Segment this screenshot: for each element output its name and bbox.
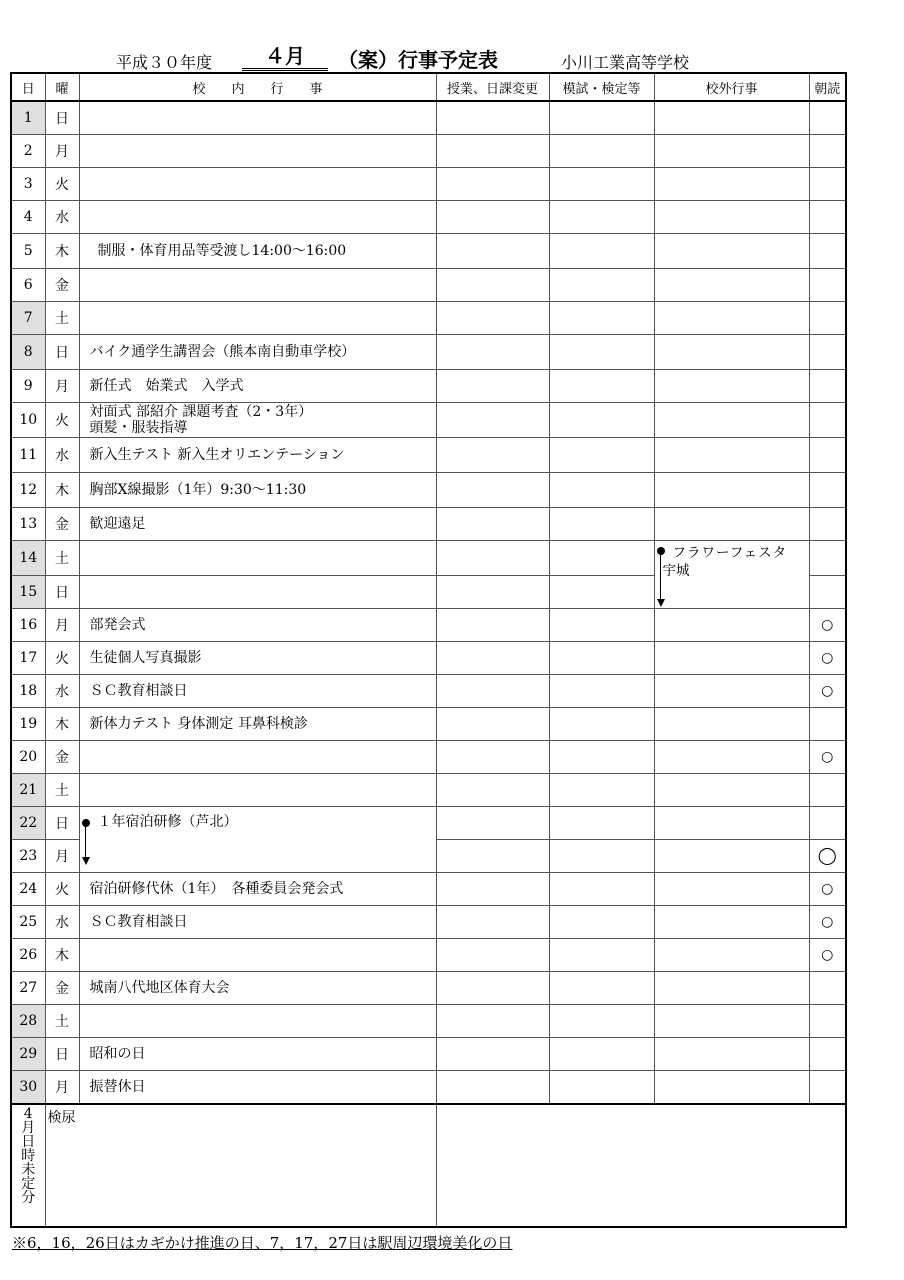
day-of-week: 木: [45, 939, 79, 972]
day-of-week: 月: [45, 370, 79, 403]
table-row: [11, 609, 846, 642]
day-of-week: 木: [45, 234, 79, 269]
external-cell: [654, 939, 809, 972]
day-number: 10: [11, 403, 45, 438]
external-cell: [654, 335, 809, 370]
day-number: 26: [11, 939, 45, 972]
external-cell: [654, 1038, 809, 1071]
reading-mark: [809, 234, 846, 269]
reading-mark: [809, 201, 846, 234]
day-of-week: 水: [45, 201, 79, 234]
exam-cell: [549, 708, 654, 741]
table-row: [11, 403, 846, 438]
external-cell: [654, 403, 809, 438]
class-change-cell: [436, 135, 549, 168]
reading-mark: [809, 774, 846, 807]
exam-cell: [549, 873, 654, 906]
day-number: 14: [11, 541, 45, 576]
school-event: 生徒個人写真撮影: [79, 642, 436, 675]
header-exams: 模試・検定等: [549, 73, 654, 101]
class-change-cell: [436, 1071, 549, 1105]
label-char: 日: [21, 1134, 36, 1150]
external-cell: [654, 906, 809, 939]
table-row: [11, 741, 846, 774]
day-number: 6: [11, 269, 45, 302]
reading-mark: [809, 1071, 846, 1105]
school-event: １年宿泊研修（芦北）: [97, 814, 238, 830]
exam-cell: [549, 302, 654, 335]
day-of-week: 月: [45, 1071, 79, 1105]
reading-mark: [809, 807, 846, 840]
schedule-table: [10, 72, 847, 1228]
header-events: 校 内 行 事: [79, 73, 436, 101]
table-row: [11, 370, 846, 403]
day-number: 30: [11, 1071, 45, 1105]
label-char: 時: [21, 1148, 36, 1164]
day-number: 28: [11, 1005, 45, 1038]
table-row: [11, 1071, 846, 1105]
class-change-cell: [436, 201, 549, 234]
exam-cell: [549, 370, 654, 403]
school-event: 制服・体育用品等受渡し14:00～16:00: [79, 234, 436, 269]
exam-cell: [549, 234, 654, 269]
school-event: 新任式 始業式 入学式: [79, 370, 436, 403]
exam-cell: [549, 101, 654, 135]
external-cell: [654, 370, 809, 403]
reading-mark: [809, 972, 846, 1005]
exam-cell: [549, 541, 654, 576]
school-event: [79, 269, 436, 302]
class-change-cell: [436, 1038, 549, 1071]
header-day: 日: [11, 73, 45, 101]
class-change-cell: [436, 168, 549, 201]
reading-mark: [809, 168, 846, 201]
reading-mark: ◯: [809, 840, 846, 873]
class-change-cell: [436, 741, 549, 774]
school-event: [79, 1005, 436, 1038]
day-of-week: 金: [45, 972, 79, 1005]
school-event-line1: 対面式 部紹介 課題考査（2・3年）: [89, 404, 313, 420]
reading-mark: [809, 473, 846, 508]
external-cell: [654, 642, 809, 675]
external-cell: [654, 438, 809, 473]
label-char: 分: [21, 1190, 36, 1206]
day-number: 12: [11, 473, 45, 508]
school-event: 城南八代地区体育大会: [79, 972, 436, 1005]
table-header-row: [11, 73, 846, 101]
external-cell: [654, 972, 809, 1005]
school-event: 昭和の日: [79, 1038, 436, 1071]
day-number: 3: [11, 168, 45, 201]
class-change-cell: [436, 576, 549, 609]
arrow-down-icon: [657, 599, 665, 607]
exam-cell: [549, 335, 654, 370]
school-event-span: [79, 807, 436, 873]
day-of-week: 日: [45, 1038, 79, 1071]
exam-cell: [549, 939, 654, 972]
day-number: 11: [11, 438, 45, 473]
exam-cell: [549, 508, 654, 541]
undecided-notes: [436, 1104, 846, 1227]
undecided-events: 検尿: [45, 1104, 436, 1227]
table-row: [11, 335, 846, 370]
document-header: [0, 46, 904, 72]
day-of-week: 土: [45, 302, 79, 335]
reading-mark: [809, 135, 846, 168]
table-row: [11, 201, 846, 234]
day-number: 22: [11, 807, 45, 840]
day-of-week: 土: [45, 774, 79, 807]
school-event: 振替休日: [79, 1071, 436, 1105]
arrow-down-icon: [82, 857, 90, 865]
day-of-week: 木: [45, 708, 79, 741]
school-event: [79, 135, 436, 168]
class-change-cell: [436, 269, 549, 302]
exam-cell: [549, 1005, 654, 1038]
table-row: [11, 168, 846, 201]
day-of-week: 火: [45, 168, 79, 201]
external-cell: [654, 1005, 809, 1038]
day-number: 1: [11, 101, 45, 135]
class-change-cell: [436, 840, 549, 873]
day-number: 21: [11, 774, 45, 807]
exam-cell: [549, 201, 654, 234]
reading-mark: ○: [809, 939, 846, 972]
external-event-cell: [654, 541, 809, 609]
label-char: 未: [21, 1162, 36, 1178]
day-of-week: 月: [45, 135, 79, 168]
external-cell: [654, 741, 809, 774]
class-change-cell: [436, 541, 549, 576]
exam-cell: [549, 840, 654, 873]
exam-cell: [549, 576, 654, 609]
exam-cell: [549, 609, 654, 642]
day-number: 29: [11, 1038, 45, 1071]
table-row: [11, 972, 846, 1005]
class-change-cell: [436, 473, 549, 508]
external-cell: [654, 609, 809, 642]
external-cell: [654, 269, 809, 302]
table-row: [11, 873, 846, 906]
class-change-cell: [436, 708, 549, 741]
class-change-cell: [436, 642, 549, 675]
class-change-cell: [436, 234, 549, 269]
label-char: 定: [21, 1176, 36, 1192]
exam-cell: [549, 1071, 654, 1105]
external-cell: [654, 135, 809, 168]
class-change-cell: [436, 906, 549, 939]
class-change-cell: [436, 873, 549, 906]
exam-cell: [549, 675, 654, 708]
exam-cell: [549, 168, 654, 201]
day-of-week: 金: [45, 269, 79, 302]
table-row: [11, 541, 846, 576]
external-cell: [654, 1071, 809, 1105]
school-event: バイク通学生講習会（熊本南自動車学校）: [79, 335, 436, 370]
exam-cell: [549, 807, 654, 840]
table-row: [11, 708, 846, 741]
class-change-cell: [436, 403, 549, 438]
class-change-cell: [436, 101, 549, 135]
exam-cell: [549, 473, 654, 508]
table-row: [11, 101, 846, 135]
event-span-line: [660, 551, 661, 599]
reading-mark: ○: [809, 642, 846, 675]
table-row: [11, 1005, 846, 1038]
table-row: [11, 675, 846, 708]
class-change-cell: [436, 438, 549, 473]
label-char: 月: [21, 1120, 36, 1136]
day-number: 17: [11, 642, 45, 675]
day-number: 23: [11, 840, 45, 873]
day-of-week: 火: [45, 403, 79, 438]
external-cell: [654, 302, 809, 335]
table-row: [11, 269, 846, 302]
table-row: [11, 1038, 846, 1071]
school-event: 新体力テスト 身体測定 耳鼻科検診: [79, 708, 436, 741]
reading-mark: [809, 302, 846, 335]
table-row: [11, 807, 846, 840]
class-change-cell: [436, 774, 549, 807]
exam-cell: [549, 741, 654, 774]
reading-mark: [809, 269, 846, 302]
reading-mark: [809, 101, 846, 135]
school-event: 宿泊研修代休（1年） 各種委員会発会式: [79, 873, 436, 906]
document-title: （案）行事予定表: [338, 48, 498, 72]
external-cell: [654, 774, 809, 807]
month-label: ４月: [242, 44, 328, 71]
day-number: 7: [11, 302, 45, 335]
school-event: [79, 741, 436, 774]
label-char: 4: [23, 1106, 33, 1122]
class-change-cell: [436, 675, 549, 708]
exam-cell: [549, 642, 654, 675]
exam-cell: [549, 135, 654, 168]
header-external: 校外行事: [654, 73, 809, 101]
external-cell: [654, 708, 809, 741]
class-change-cell: [436, 302, 549, 335]
reading-mark: [809, 403, 846, 438]
day-number: 19: [11, 708, 45, 741]
day-number: 2: [11, 135, 45, 168]
school-name: 小川工業高等学校: [561, 53, 690, 72]
day-of-week: 土: [45, 541, 79, 576]
table-row: [11, 642, 846, 675]
exam-cell: [549, 906, 654, 939]
reading-mark: [809, 438, 846, 473]
school-event: [79, 302, 436, 335]
day-of-week: 日: [45, 335, 79, 370]
class-change-cell: [436, 609, 549, 642]
external-cell: [654, 675, 809, 708]
day-number: 15: [11, 576, 45, 609]
reading-mark: [809, 508, 846, 541]
day-number: 13: [11, 508, 45, 541]
school-event: [79, 774, 436, 807]
table-row: [11, 939, 846, 972]
external-event-line1: フラワーフェスタ: [672, 545, 788, 561]
school-event-line2: 頭髪・服装指導: [89, 420, 188, 436]
exam-cell: [549, 774, 654, 807]
day-number: 9: [11, 370, 45, 403]
school-event: 新入生テスト 新入生オリエンテーション: [79, 438, 436, 473]
day-of-week: 日: [45, 576, 79, 609]
header-dow: 曜: [45, 73, 79, 101]
class-change-cell: [436, 972, 549, 1005]
reading-mark: ○: [809, 741, 846, 774]
header-class-changes: 授業、日課変更: [436, 73, 549, 101]
day-of-week: 水: [45, 438, 79, 473]
day-number: 18: [11, 675, 45, 708]
day-number: 24: [11, 873, 45, 906]
day-of-week: 火: [45, 642, 79, 675]
day-number: 20: [11, 741, 45, 774]
external-cell: [654, 508, 809, 541]
event-start-dot-icon: [82, 819, 90, 827]
day-number: 27: [11, 972, 45, 1005]
reading-mark: [809, 370, 846, 403]
school-event: 歓迎遠足: [79, 508, 436, 541]
day-of-week: 日: [45, 101, 79, 135]
school-event: [79, 403, 436, 438]
exam-cell: [549, 1038, 654, 1071]
table-row: [11, 438, 846, 473]
class-change-cell: [436, 508, 549, 541]
reading-mark: [809, 1005, 846, 1038]
table-row: [11, 302, 846, 335]
exam-cell: [549, 269, 654, 302]
table-row: [11, 473, 846, 508]
day-of-week: 月: [45, 840, 79, 873]
external-cell: [654, 101, 809, 135]
class-change-cell: [436, 1005, 549, 1038]
event-span-line: [85, 823, 86, 857]
school-event: [79, 939, 436, 972]
header-reading: 朝読: [809, 73, 846, 101]
day-of-week: 金: [45, 508, 79, 541]
class-change-cell: [436, 939, 549, 972]
school-event: 胸部X線撮影（1年）9:30～11:30: [79, 473, 436, 508]
table-row: [11, 234, 846, 269]
class-change-cell: [436, 370, 549, 403]
reading-mark: ○: [809, 906, 846, 939]
day-number: 16: [11, 609, 45, 642]
reading-mark: [809, 335, 846, 370]
reading-mark: [809, 541, 846, 576]
table-row: [11, 508, 846, 541]
exam-cell: [549, 438, 654, 473]
day-number: 25: [11, 906, 45, 939]
external-cell: [654, 873, 809, 906]
external-cell: [654, 840, 809, 873]
class-change-cell: [436, 335, 549, 370]
reading-mark: ○: [809, 873, 846, 906]
day-of-week: 水: [45, 906, 79, 939]
external-cell: [654, 168, 809, 201]
exam-cell: [549, 403, 654, 438]
table-row: [11, 774, 846, 807]
day-number: 4: [11, 201, 45, 234]
school-event: ＳＣ教育相談日: [79, 675, 436, 708]
day-number: 5: [11, 234, 45, 269]
exam-cell: [549, 972, 654, 1005]
reading-mark: ○: [809, 675, 846, 708]
external-event-line2: 宇城: [662, 563, 690, 579]
fiscal-year: 平成３０年度: [116, 53, 213, 72]
table-row: [11, 135, 846, 168]
external-cell: [654, 201, 809, 234]
day-of-week: 土: [45, 1005, 79, 1038]
reading-mark: [809, 1038, 846, 1071]
day-of-week: 火: [45, 873, 79, 906]
school-event: [79, 101, 436, 135]
day-of-week: 月: [45, 609, 79, 642]
day-of-week: 日: [45, 807, 79, 840]
external-cell: [654, 807, 809, 840]
school-event: [79, 201, 436, 234]
school-event: [79, 576, 436, 609]
table-row: [11, 906, 846, 939]
reading-mark: [809, 576, 846, 609]
day-of-week: 金: [45, 741, 79, 774]
day-of-week: 水: [45, 675, 79, 708]
school-event: [79, 168, 436, 201]
undecided-label: [11, 1104, 45, 1227]
school-event: ＳＣ教育相談日: [79, 906, 436, 939]
day-number: 8: [11, 335, 45, 370]
reading-mark: [809, 708, 846, 741]
external-cell: [654, 234, 809, 269]
day-of-week: 木: [45, 473, 79, 508]
undecided-footer-row: [11, 1104, 846, 1227]
class-change-cell: [436, 807, 549, 840]
event-start-dot-icon: [657, 547, 665, 555]
school-event: 部発会式: [79, 609, 436, 642]
footnote: ※6，16，26日はカギかけ推進の日、7，17，27日は駅周辺環境美化の日: [12, 1234, 513, 1252]
external-cell: [654, 473, 809, 508]
school-event: [79, 541, 436, 576]
reading-mark: ○: [809, 609, 846, 642]
